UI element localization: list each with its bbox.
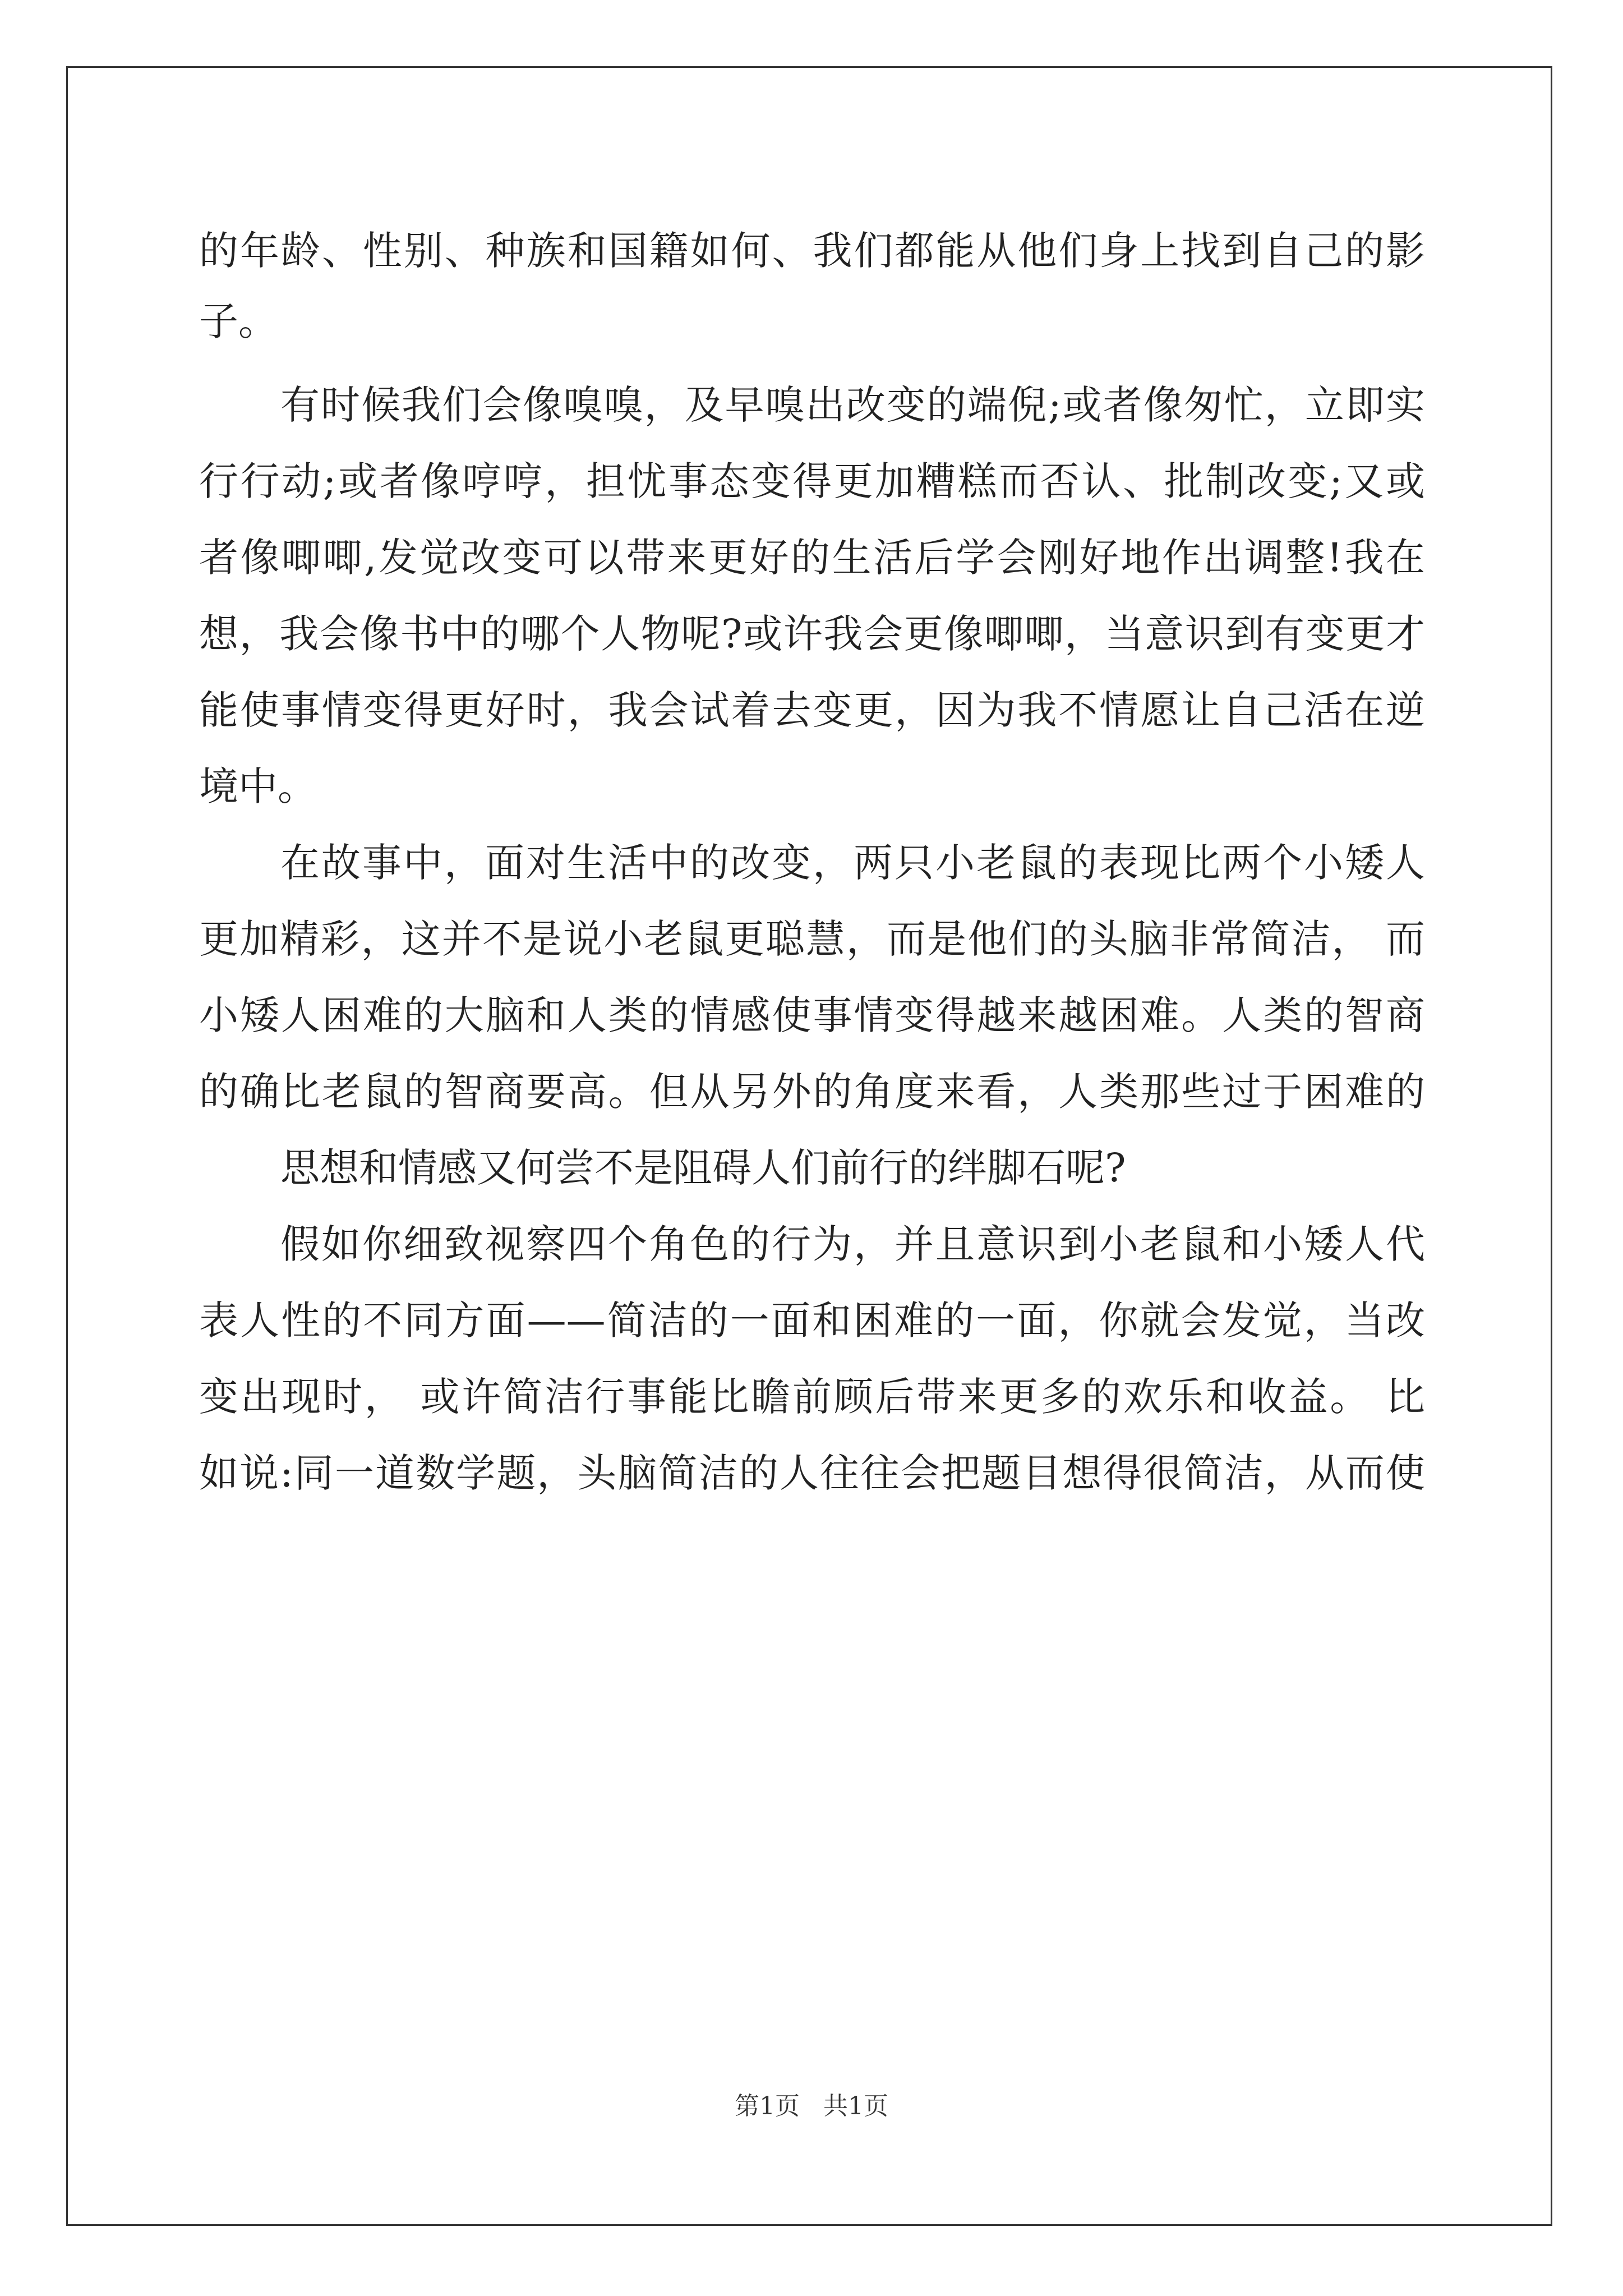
text-line: 者像唧唧,发觉改变可以带来更好的生活后学会刚好地作出调整!我在	[199, 535, 1425, 581]
text-line: 小矮人困难的大脑和人类的情感使事情变得越来越困难。人类的智商	[199, 992, 1425, 1038]
text-line: 的确比老鼠的智商要高。但从另外的角度来看，人类那些过于困难的	[199, 1069, 1425, 1115]
text-line: 的年龄、性别、种族和国籍如何、我们都能从他们身上找到自己的影	[199, 228, 1425, 274]
text-line: 更加精彩，这并不是说小老鼠更聪慧，而是他们的头脑非常简洁， 而	[199, 916, 1425, 962]
text-line: 想，我会像书中的哪个人物呢?或许我会更像唧唧，当意识到有变更才	[199, 611, 1425, 657]
text-line: 有时候我们会像嗅嗅，及早嗅出改变的端倪;或者像匆忙，立即实	[280, 382, 1425, 428]
page-footer: 第1页 共1页	[735, 2092, 888, 2120]
text-line: 能使事情变得更好时，我会试着去变更，因为我不情愿让自己活在逆	[199, 687, 1425, 733]
text-line: 在故事中，面对生活中的改变，两只小老鼠的表现比两个小矮人	[280, 840, 1425, 886]
text-line: 表人性的不同方面——简洁的一面和困难的一面，你就会发觉，当改	[199, 1297, 1425, 1343]
text-line: 思想和情感又何尝不是阻碍人们前行的绊脚石呢?	[280, 1145, 1126, 1191]
text-line: 子。	[199, 298, 278, 344]
text-line: 假如你细致视察四个角色的行为，并且意识到小老鼠和小矮人代	[280, 1221, 1425, 1267]
text-line: 行行动;或者像哼哼，担忧事态变得更加糟糕而否认、批制改变;又或	[199, 458, 1425, 504]
text-line: 境中。	[199, 763, 317, 809]
text-line: 如说:同一道数学题，头脑简洁的人往往会把题目想得很简洁，从而使	[199, 1450, 1425, 1496]
text-line: 变出现时， 或许简洁行事能比瞻前顾后带来更多的欢乐和收益。 比	[199, 1374, 1425, 1420]
